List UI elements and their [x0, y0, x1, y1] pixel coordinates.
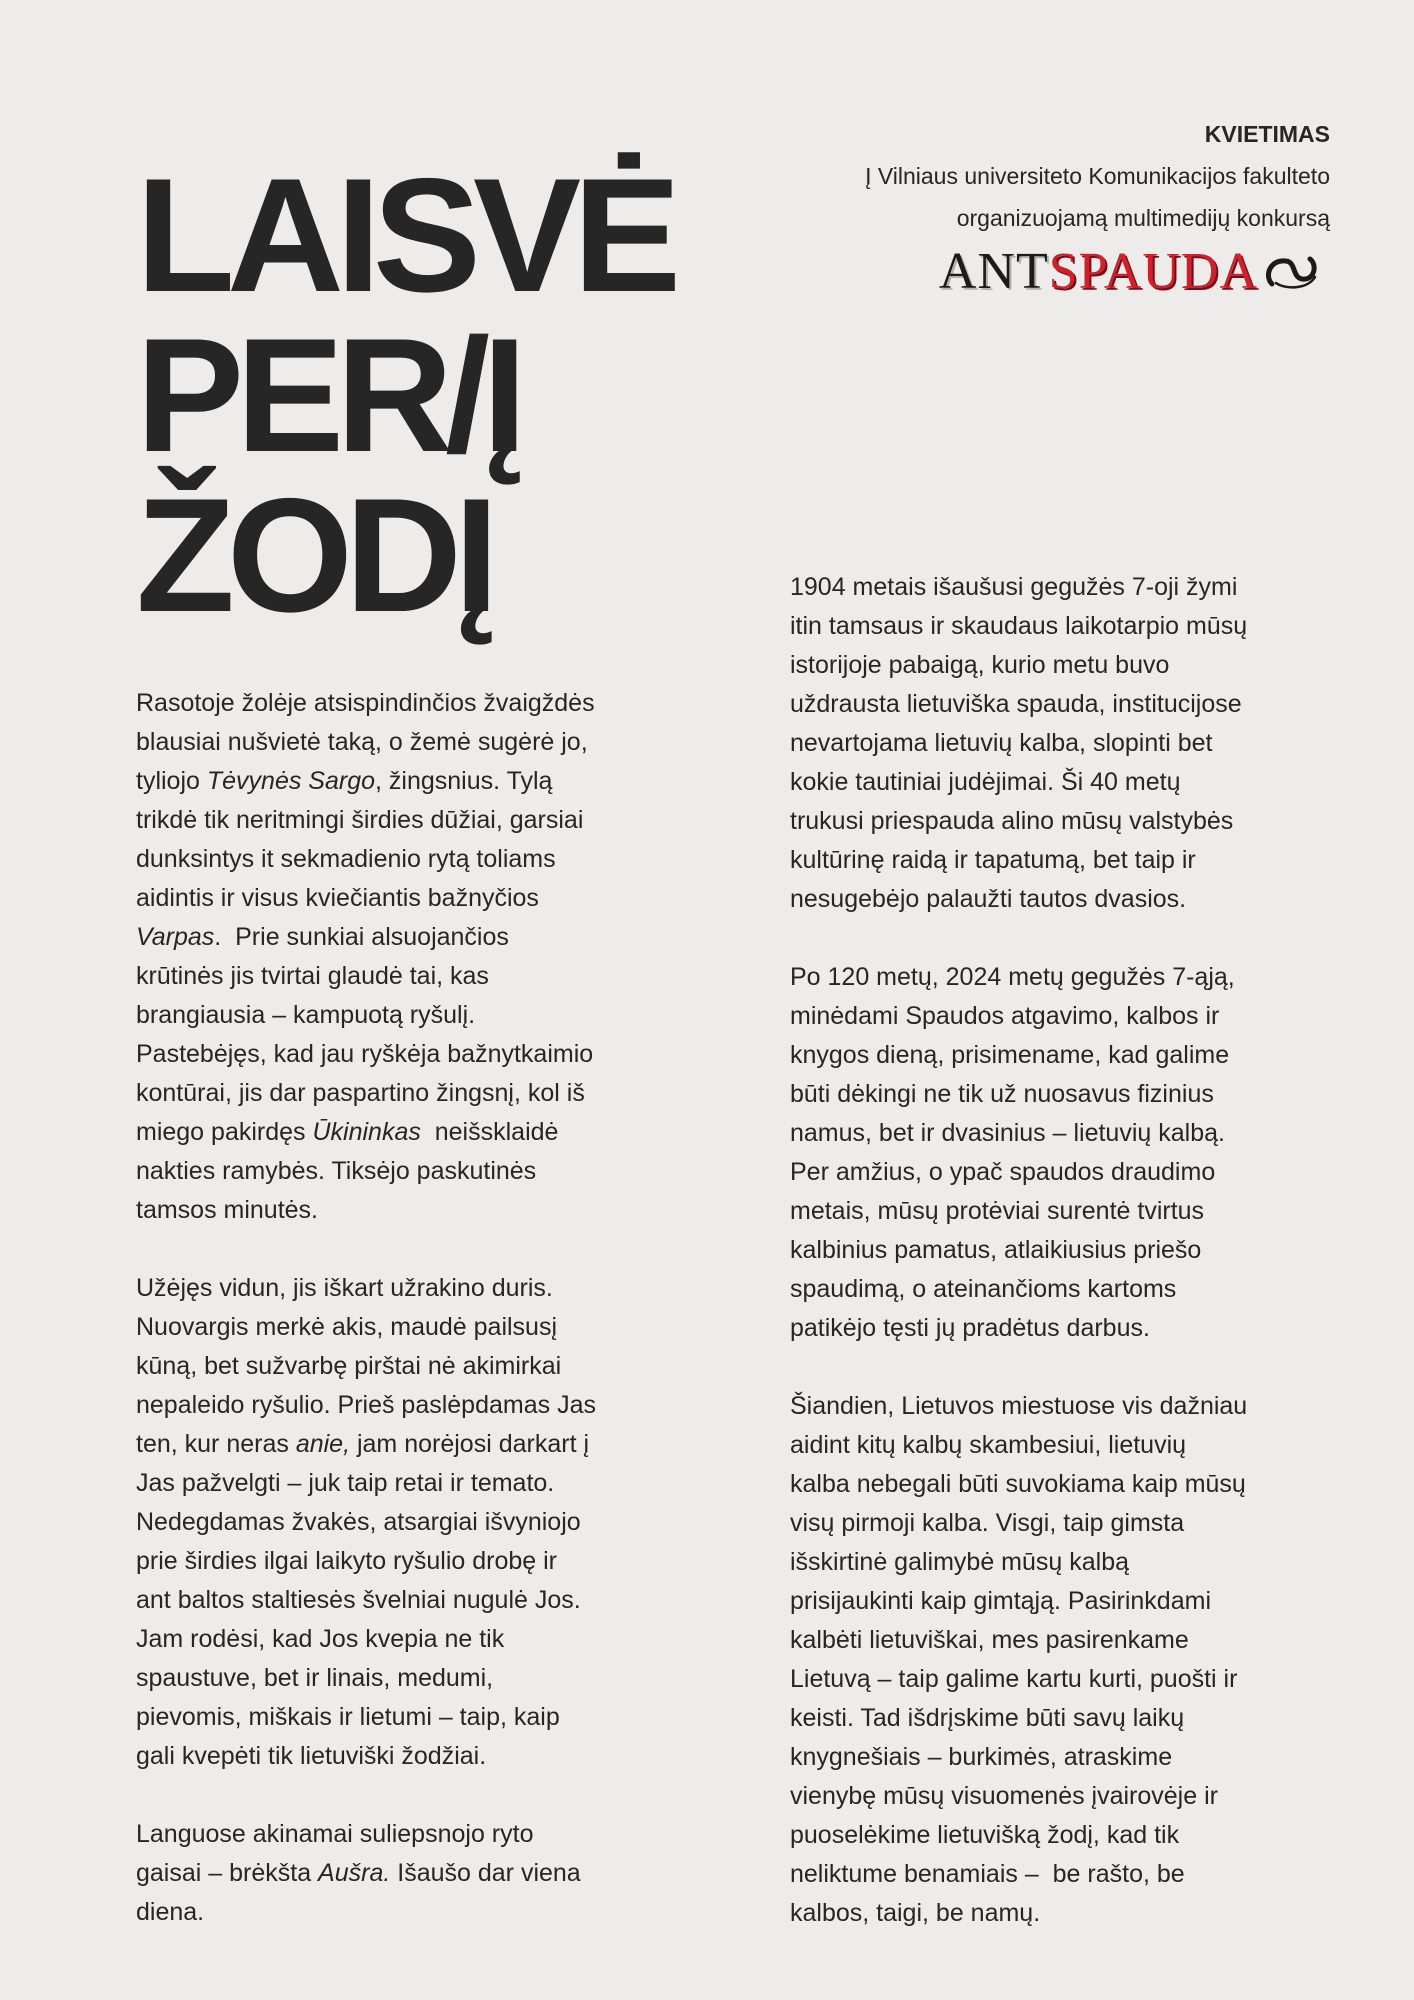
text-line: nevartojama lietuvių kalba, slopinti bet — [790, 729, 1213, 757]
text-segment: Išaušo dar viena — [390, 1859, 581, 1887]
italic-text: Tėvynės Sargo — [206, 767, 376, 795]
text-line: spaustuve, bet ir linais, medumi, — [136, 1664, 494, 1692]
title-line: LAISVĖ — [136, 145, 674, 326]
text-line: Languose akinamai suliepsnojo ryto — [136, 1820, 534, 1848]
text-line: Po 120 metų, 2024 metų gegužės 7-ąją, — [790, 963, 1235, 991]
text-line — [136, 762, 696, 801]
text-line: trukusi priespauda alino mūsų valstybės — [790, 807, 1234, 835]
text-line: uždrausta lietuviška spauda, institucijose — [790, 690, 1242, 718]
text-line: Lietuvą – taip galime kartu kurti, puošti ir — [790, 1665, 1238, 1693]
text-line: dunksintys it sekmadienio rytą toliams — [136, 845, 556, 873]
text-segment: . Prie sunkiai alsuojančios — [214, 923, 509, 951]
text-segment: ten, kur neras — [136, 1430, 296, 1458]
italic-text: Aušra. — [318, 1859, 391, 1887]
text-line: knygnešiais – burkimės, atraskime — [790, 1743, 1173, 1771]
text-line: kultūrinę raidą ir tapatumą, bet taip ir — [790, 846, 1196, 874]
text-line: kokie tautiniai judėjimai. Ši 40 metų — [790, 768, 1181, 796]
text-line: namus, bet ir dvasinius – lietuvių kalbą. — [790, 1119, 1225, 1147]
text-line: blausiai nušvietė taką, o žemė sugėrė jo, — [136, 728, 588, 756]
text-line: kūną, bet sužvarbę pirštai nė akimirkai — [136, 1352, 562, 1380]
text-line — [136, 1113, 696, 1152]
text-line: itin tamsaus ir skaudaus laikotarpio mūsų — [790, 612, 1248, 640]
text-line — [136, 1854, 696, 1893]
text-line: minėdami Spaudos atgavimo, kalbos ir — [790, 1002, 1220, 1030]
text-line: išskirtinė galimybė mūsų kalbą — [790, 1548, 1130, 1576]
text-line: spaudimą, o ateinančioms kartoms — [790, 1275, 1177, 1303]
text-line: prisijaukinti kaip gimtąją. Pasirinkdami — [790, 1587, 1211, 1615]
text-line: kalbėti lietuviškai, mes pasirenkame — [790, 1626, 1189, 1654]
title-line: PER/Į — [136, 305, 520, 486]
text-segment: jam norėjosi darkart į — [350, 1430, 590, 1458]
text-line: nakties ramybės. Tiksėjo paskutinės — [136, 1157, 537, 1185]
text-line: Pastebėjęs, kad jau ryškėja bažnytkaimio — [136, 1040, 594, 1068]
text-line: istorijoje pabaigą, kurio metu buvo — [790, 651, 1170, 679]
text-line: Šiandien, Lietuvos miestuose vis dažniau — [790, 1392, 1248, 1420]
text-line: Per amžius, o ypač spaudos draudimo — [790, 1158, 1216, 1186]
text-line: Užėjęs vidun, jis iškart užrakino duris. — [136, 1274, 553, 1302]
text-line: vienybę mūsų visuomenės įvairovėje ir — [790, 1782, 1218, 1810]
history-column — [790, 568, 1350, 1933]
invitation-line: Į Vilniaus universiteto Komunikacijos fakulteto — [865, 163, 1330, 189]
text-line: krūtinės jis tvirtai glaudė tai, kas — [136, 962, 489, 990]
text-segment: , žingsnius. Tylą — [375, 767, 553, 795]
text-line: Nedegdamas žvakės, atsargiai išvyniojo — [136, 1508, 581, 1536]
text-line: prie širdies ilgai laikyto ryšulio drobę ir — [136, 1547, 557, 1575]
text-line: Nuovargis merkė akis, maudė pailsusį — [136, 1313, 558, 1341]
paragraph — [136, 684, 696, 1230]
text-line: nepaleido ryšulio. Prieš paslėpdamas Jas — [136, 1391, 596, 1419]
text-line: trikdė tik neritmingi širdies dūžiai, garsiai — [136, 806, 584, 834]
italic-text: Varpas — [136, 923, 215, 951]
text-line: visų pirmoji kalba. Visgi, taip gimsta — [790, 1509, 1185, 1537]
text-segment: neišsklaidė — [420, 1118, 559, 1146]
text-line: kontūrai, jis dar paspartino žingsnį, kol iš — [136, 1079, 585, 1107]
text-line: brangiausia – kampuotą ryšulį. — [136, 1001, 476, 1029]
paragraph — [790, 1387, 1350, 1933]
poster-title — [136, 145, 674, 646]
text-line: Jas pažvelgti – juk taip retai ir temato. — [136, 1469, 555, 1497]
invitation-header — [865, 113, 1330, 239]
paragraph — [136, 1269, 696, 1776]
text-line: 1904 metais išaušusi gegužės 7-oji žymi — [790, 573, 1238, 601]
text-segment: miego pakirdęs — [136, 1118, 313, 1146]
logo-text-spauda: SPAUDA — [1048, 243, 1258, 300]
text-line: Jam rodėsi, kad Jos kvepia ne tik — [136, 1625, 505, 1653]
title-line: ŽODĮ — [136, 465, 491, 646]
text-line: kalbinius pamatus, atlaikiusius priešo — [790, 1236, 1202, 1264]
text-line: patikėjo tęsti jų pradėtus darbus. — [790, 1314, 1150, 1342]
text-segment: tyliojo — [136, 767, 207, 795]
logo-text-ant: ANT — [938, 243, 1049, 300]
text-line: gali kvepėti tik lietuviški žodžiai. — [136, 1742, 487, 1770]
text-line: pievomis, miškais ir lietumi – taip, kaip — [136, 1703, 560, 1731]
text-segment: gaisai – brėkšta — [136, 1859, 319, 1887]
italic-text: anie, — [295, 1430, 351, 1458]
text-line: būti dėkingi ne tik už nuosavus fizinius — [790, 1080, 1214, 1108]
text-line: metais, mūsų protėviai surentė tvirtus — [790, 1197, 1205, 1225]
text-line: aidintis ir visus kviečiantis bažnyčios — [136, 884, 539, 912]
paragraph — [136, 1815, 696, 1932]
italic-text: Ūkininkas — [312, 1118, 421, 1146]
text-line: Rasotoje žolėje atsispindinčios žvaigždės — [136, 689, 595, 717]
text-line: diena. — [136, 1898, 205, 1926]
s-swash-icon — [1262, 250, 1320, 294]
text-line: ant baltos staltiesės švelniai nugulė Jos. — [136, 1586, 581, 1614]
text-line: kalba nebegali būti suvokiama kaip mūsų — [790, 1470, 1246, 1498]
text-line: aidint kitų kalbų skambesiui, lietuvių — [790, 1431, 1187, 1459]
text-line: knygos dieną, prisimename, kad galime — [790, 1041, 1230, 1069]
text-line: nesugebėjo palaužti tautos dvasios. — [790, 885, 1187, 913]
text-line: keisti. Tad išdrįskime būti savų laikų — [790, 1704, 1185, 1732]
invitation-label: KVIETIMAS — [1204, 121, 1330, 147]
text-line — [136, 1425, 696, 1464]
text-line: tamsos minutės. — [136, 1196, 319, 1224]
invitation-line: organizuojamą multimedijų konkursą — [956, 205, 1330, 231]
text-line: puoselėkime lietuvišką žodį, kad tik — [790, 1821, 1180, 1849]
text-line: neliktume benamiais – be rašto, be — [790, 1860, 1185, 1888]
story-column — [136, 684, 696, 1932]
paragraph — [790, 568, 1350, 919]
text-line — [136, 918, 696, 957]
text-line: kalbos, taigi, be namų. — [790, 1899, 1041, 1927]
antspaudos-logo — [939, 242, 1320, 302]
paragraph — [790, 958, 1350, 1348]
